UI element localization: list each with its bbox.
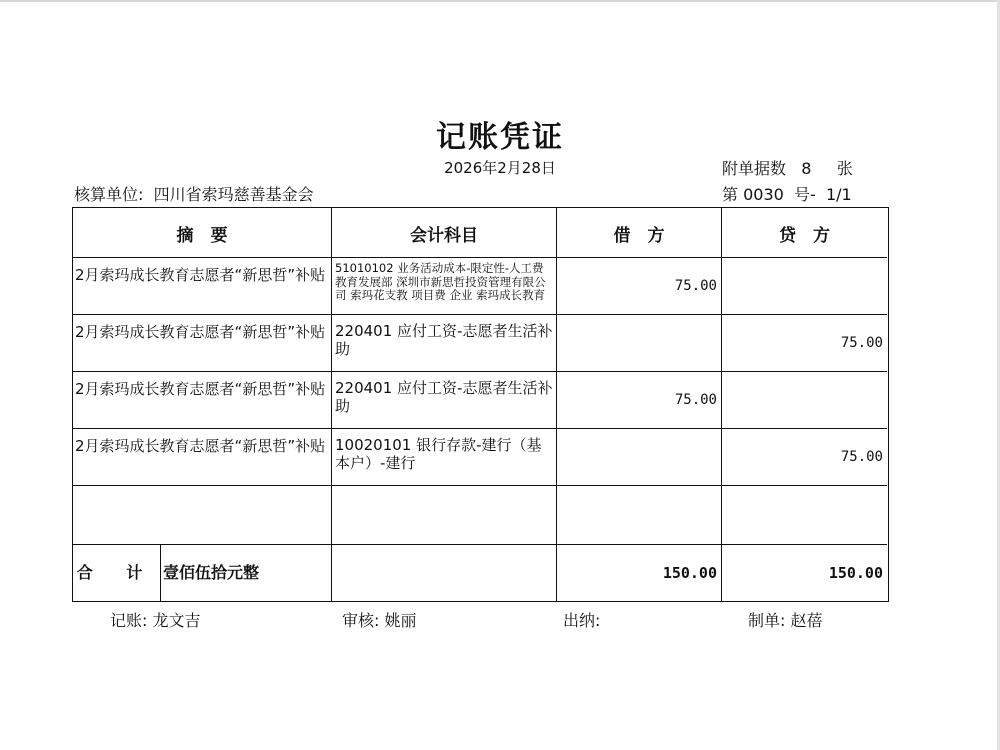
reviewer-label: 审核: — [342, 611, 380, 630]
row-2-credit: 75.00 — [840, 335, 883, 351]
row-1-summary: 2月索玛成长教育志愿者“新思哲”补贴 — [75, 266, 326, 284]
signature-preparer — [748, 608, 823, 631]
preparer-name: 赵蓓 — [790, 611, 823, 630]
row-5-summary — [73, 486, 331, 544]
total-label: 合 计 — [76, 563, 157, 582]
voucher-suffix: 号- — [794, 185, 816, 204]
voucher-number-info — [722, 182, 852, 205]
row-1-credit — [722, 258, 887, 314]
row-5-credit — [722, 486, 887, 544]
cashier-label: 出纳: — [563, 611, 601, 630]
row-1-account: 51010102 业务活动成本-限定性-人工费 教育发展部 深圳市新思哲投资管理有限公司 索玛花支教 项目费 企业 索玛成长教育 — [335, 261, 546, 302]
reviewer-name: 姚丽 — [384, 611, 417, 630]
accounting-unit — [74, 182, 314, 205]
header-summary: 摘 要 — [176, 225, 228, 246]
row-4-credit: 75.00 — [840, 449, 883, 465]
row-4-account: 10020101 银行存款-建行（基本户）-建行 — [335, 436, 542, 472]
attachments-label: 附单据数 — [722, 159, 787, 178]
bookkeeper-label: 记账: — [110, 611, 148, 630]
row-1-debit: 75.00 — [674, 278, 717, 294]
voucher-title: 记账凭证 — [436, 120, 564, 155]
header-credit: 贷 方 — [779, 225, 830, 246]
signature-bookkeeper — [110, 608, 201, 631]
row-4-debit — [557, 429, 721, 485]
attachments-count: 8 — [801, 159, 812, 178]
preparer-label: 制单: — [748, 611, 786, 630]
row-3-account: 220401 应付工资-志愿者生活补助 — [335, 379, 553, 415]
unit-name: 四川省索玛慈善基金会 — [153, 185, 314, 204]
row-2-debit — [557, 315, 721, 371]
row-4-summary: 2月索玛成长教育志愿者“新思哲”补贴 — [75, 437, 326, 455]
voucher-page: 1/1 — [825, 185, 852, 204]
row-2-summary: 2月索玛成长教育志愿者“新思哲”补贴 — [75, 323, 326, 341]
voucher-prefix: 第 — [722, 185, 739, 204]
scan-edge — [0, 0, 1000, 2]
row-3-credit — [722, 372, 887, 428]
voucher-date: 2026年2月28日 — [444, 159, 556, 177]
row-3-debit: 75.00 — [674, 392, 717, 408]
voucher-table — [72, 207, 889, 602]
total-debit: 150.00 — [662, 564, 717, 582]
voucher-number: 0030 — [743, 185, 784, 204]
row-2-account: 220401 应付工资-志愿者生活补助 — [335, 322, 553, 358]
signature-cashier — [563, 608, 606, 631]
header-account: 会计科目 — [410, 225, 478, 246]
total-in-words: 壹佰伍拾元整 — [163, 563, 260, 582]
attachments-unit: 张 — [836, 159, 853, 178]
attachments-info — [722, 156, 853, 179]
signature-reviewer — [342, 608, 417, 631]
row-3-summary: 2月索玛成长教育志愿者“新思哲”补贴 — [75, 380, 326, 398]
unit-label: 核算单位: — [74, 185, 144, 204]
row-5-debit — [557, 486, 721, 544]
total-credit: 150.00 — [828, 564, 883, 582]
row-5-account — [332, 486, 556, 544]
header-debit: 借 方 — [613, 225, 665, 246]
bookkeeper-name: 龙文吉 — [152, 611, 201, 630]
